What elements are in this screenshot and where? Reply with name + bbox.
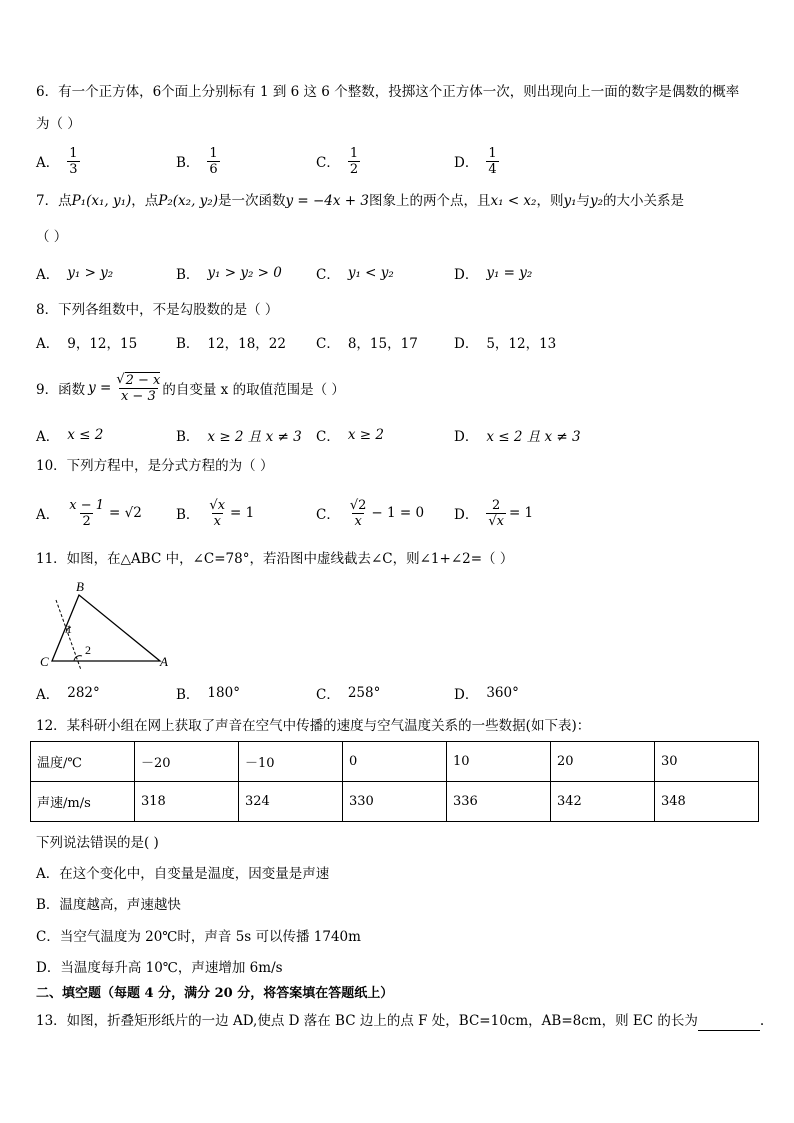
table-cell: 330 [343, 782, 447, 822]
numerator: x − 1 [69, 497, 105, 513]
option-label: B． [176, 155, 200, 171]
option-text: y₁ < y₂ [347, 265, 394, 281]
option-label: A． [36, 267, 60, 283]
vertex-label-b: B [76, 579, 84, 594]
q10-option-a [36, 493, 142, 533]
table-cell: 20 [551, 742, 655, 782]
fraction [67, 498, 106, 529]
option-label: D． [454, 507, 479, 523]
table-header-cell: 温度/℃ [31, 742, 135, 782]
option-label: A． [36, 429, 60, 445]
option-label: B． [176, 507, 200, 523]
q12-stem: 12．某科研小组在网上获取了声音在空气中传播的速度与空气温度关系的一些数据(如下表)： [36, 718, 591, 734]
option-label: C． [316, 267, 340, 283]
table-cell: －20 [135, 742, 239, 782]
fraction [348, 498, 369, 529]
table-cell: －10 [239, 742, 343, 782]
option-label: D． [454, 267, 479, 283]
q13-end: . [759, 1013, 765, 1029]
option-label: C． [316, 336, 340, 352]
fraction [348, 146, 360, 177]
option-label: C． [316, 155, 340, 171]
option-text: x ≥ 2 [347, 427, 384, 443]
denominator: x [354, 513, 362, 529]
q13-stem [36, 1011, 764, 1031]
table-cell: 30 [655, 742, 759, 782]
q12-option-b: B．温度越高，声速越快 [36, 897, 181, 913]
q6-stem: 6．有一个正方体，6个面上分别标有 1 到 6 这 6 个整数，投掷这个正方体一次，则出现向上一面的数字是偶数的概率 [36, 84, 740, 100]
vertex-label-a: A [160, 654, 168, 669]
option-label: D． [454, 155, 479, 171]
numerator: 1 [488, 145, 497, 161]
q7-option-a [36, 253, 113, 293]
option-text: y₁ > y₂ [67, 265, 114, 281]
section-heading-fill-in: 二、填空题（每题 4 分，满分 20 分，将答案填在答题纸上） [36, 986, 394, 1001]
option-text: y₁ > y₂ > 0 [207, 265, 282, 281]
sqrt-symbol: √ [116, 372, 125, 387]
option-label: A． [36, 336, 60, 352]
q10-option-c [316, 493, 424, 533]
function-fraction [114, 372, 162, 404]
denominator: 4 [488, 161, 497, 177]
q7-text: 的大小关系是 [603, 193, 685, 209]
q12-option-d: D．当温度每升高 10℃，声速增加 6m/s [36, 960, 283, 976]
table-row [31, 742, 759, 782]
denominator: x − 3 [120, 389, 156, 404]
q8-option-a [36, 322, 137, 362]
option-text: 9，12，15 [67, 336, 138, 352]
q11-stem: 11．如图，在△ABC 中，∠C=78°，若沿图中虚线截去∠C，则∠1+∠2=（ ） [36, 551, 514, 567]
radicand: 2 − x [125, 373, 161, 388]
q7-text: 图象上的两个点，且 [369, 193, 491, 209]
table-cell: 342 [551, 782, 655, 822]
option-label: C． [316, 429, 340, 445]
fraction [486, 498, 506, 529]
q11-option-d [454, 673, 519, 713]
q11-option-c [316, 673, 380, 713]
fraction [67, 146, 79, 177]
option-label: A． [36, 687, 60, 703]
table-cell: 336 [447, 782, 551, 822]
option-label: C． [316, 507, 340, 523]
option-text: 258° [347, 685, 381, 701]
y1: y₁ [563, 193, 577, 209]
q7-text: ，则 [536, 193, 564, 209]
table-cell: 324 [239, 782, 343, 822]
option-text: 5，12，13 [486, 336, 557, 352]
condition: x₁ < x₂ [490, 193, 537, 209]
angle-2-arc [74, 656, 82, 661]
option-text: 180° [207, 685, 240, 701]
q8-stem: 8．下列各组数中，不是勾股数的是（ ） [36, 302, 279, 318]
option-text: x ≤ 2 且 x ≠ 3 [486, 429, 581, 445]
q7-blank: （ ） [36, 229, 68, 245]
q7-prefix: 7．点 [36, 193, 72, 209]
speed-temperature-table [30, 741, 759, 822]
denominator: 2 [82, 513, 91, 529]
q7-option-b [176, 253, 282, 293]
q7-option-d [454, 253, 532, 293]
vertex-label-c: C [40, 654, 49, 669]
table-row [31, 782, 759, 822]
option-label: D． [454, 429, 479, 445]
option-text: x ≥ 2 且 x ≠ 3 [207, 429, 302, 445]
numerator: √2 [349, 497, 367, 513]
numerator: 1 [209, 145, 218, 161]
q6-option-c [316, 141, 360, 181]
q6-option-b [176, 141, 220, 181]
point-p1: P₁(x₁, y₁) [71, 193, 132, 209]
q7-text: 与 [576, 193, 590, 209]
option-label: D． [454, 336, 479, 352]
q11-option-b [176, 673, 240, 713]
q10-option-b [176, 493, 254, 533]
table-cell: 0 [343, 742, 447, 782]
q12-sub-stem: 下列说法错误的是( ) [36, 835, 159, 851]
point-p2: P₂(x₂, y₂) [158, 193, 218, 209]
option-label: A． [36, 155, 60, 171]
q9-text: 的自变量 x 的取值范围是（ ） [162, 382, 345, 398]
option-label: B． [176, 687, 200, 703]
table-cell: 318 [135, 782, 239, 822]
q9-option-c [316, 415, 384, 455]
fraction [486, 146, 498, 177]
angle-label-2: 2 [85, 643, 91, 657]
option-label: B． [176, 336, 200, 352]
denominator: √x [488, 513, 504, 529]
table-cell: 348 [655, 782, 759, 822]
q7-text: 是一次函数 [217, 193, 286, 209]
answer-blank[interactable] [698, 1016, 760, 1031]
table-cell: 10 [447, 742, 551, 782]
option-label: D． [454, 687, 479, 703]
fraction [207, 498, 227, 529]
numerator [114, 372, 162, 388]
table-header-cell: 声速/m/s [31, 782, 135, 822]
q13-text: 13．如图，折叠矩形纸片的一边 AD,使点 D 落在 BC 边上的点 F 处，BC=10cm，AB=8cm，则 EC 的长为 [36, 1013, 698, 1029]
option-text: 282° [67, 685, 100, 701]
denominator: x [213, 513, 221, 529]
q9-stem [36, 368, 345, 408]
q6-stem-cont: 为（ ） [36, 116, 81, 132]
numerator: 1 [69, 145, 78, 161]
option-label: A． [36, 507, 60, 523]
q8-option-c [316, 322, 418, 362]
q6-option-d [454, 141, 499, 181]
q9-option-b [176, 415, 302, 455]
numerator: 1 [349, 145, 359, 161]
numerator: 2 [492, 497, 501, 513]
y2: y₂ [590, 193, 604, 209]
q8-option-d [454, 322, 556, 362]
equation-rest: = 1 [230, 505, 255, 521]
option-text: 12，18，22 [207, 336, 286, 352]
numerator: √x [209, 497, 226, 513]
q10-stem: 10．下列方程中，是分式方程的为（ ） [36, 458, 274, 474]
q9-prefix: 9．函数 [36, 382, 86, 398]
triangle-figure [36, 578, 176, 674]
option-text: y₁ = y₂ [486, 265, 533, 281]
equation-rest: = √2 [109, 505, 142, 521]
equation-rest: − 1 = 0 [371, 505, 425, 521]
option-label: B． [176, 267, 200, 283]
option-label: B． [176, 429, 200, 445]
denominator: 6 [209, 161, 218, 177]
option-text: 360° [486, 685, 519, 701]
q7-option-c [316, 253, 394, 293]
denominator: 2 [349, 161, 359, 177]
q7-stem [36, 191, 684, 211]
q12-option-c: C．当空气温度为 20℃时，声音 5s 可以传播 1740m [36, 929, 361, 945]
q10-option-d [454, 493, 533, 533]
q12-option-a: A．在这个变化中，自变量是温度，因变量是声速 [36, 866, 330, 882]
fraction [207, 146, 219, 177]
angle-label-1: 1 [66, 622, 72, 636]
q9-option-d [454, 415, 581, 455]
option-text: 8，15，17 [347, 336, 418, 352]
q7-text: ，点 [131, 193, 159, 209]
denominator: 3 [69, 161, 78, 177]
q6-option-a [36, 141, 80, 181]
q11-option-a [36, 673, 100, 713]
option-label: C． [316, 687, 340, 703]
option-text: x ≤ 2 [67, 427, 104, 443]
equation-rest: = 1 [508, 505, 534, 521]
q8-option-b [176, 322, 286, 362]
function-lhs: y = [88, 380, 112, 396]
q9-option-a [36, 415, 103, 455]
linear-function: y = −4x + 3 [285, 193, 369, 209]
